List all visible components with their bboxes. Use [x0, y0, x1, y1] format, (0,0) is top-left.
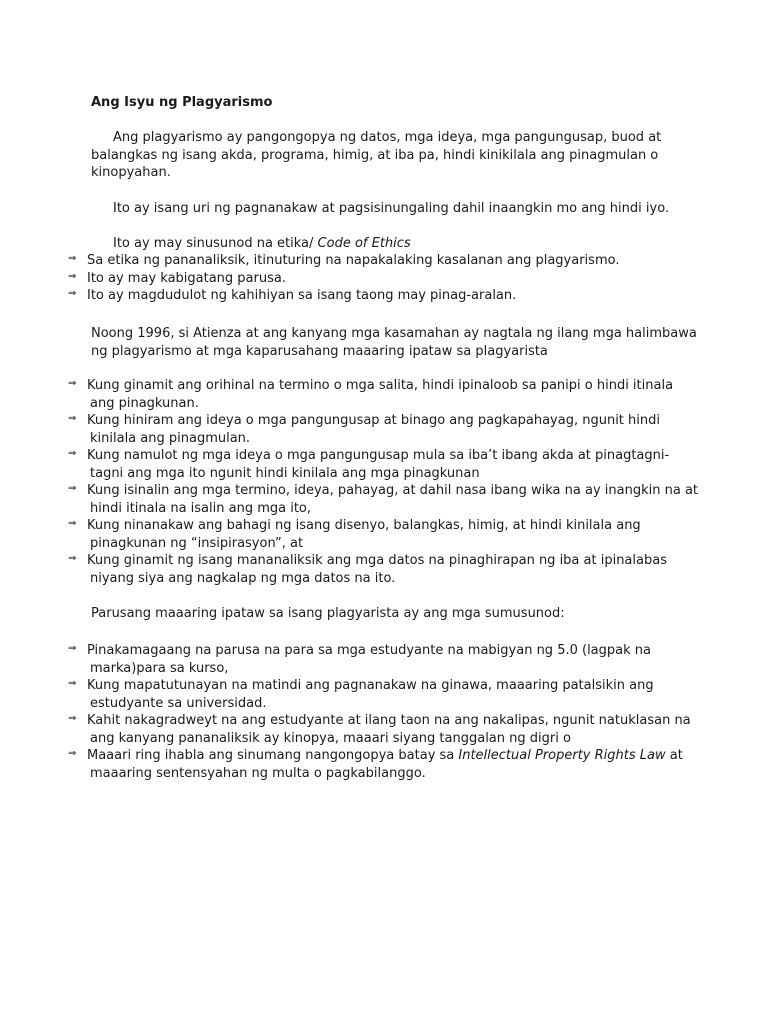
intro-paragraph [91, 129, 691, 182]
atienza-paragraph [91, 325, 697, 360]
last-penalty-post: at [665, 748, 683, 763]
arrow-bullet-icon: ⇒ [68, 643, 77, 654]
list-item [68, 642, 688, 677]
list-item-text: maaaring sentensyahan ng multa o pagkabilanggo. [90, 765, 426, 781]
list-item-text: estudyante sa universidad. [90, 695, 267, 711]
list-item [68, 677, 688, 712]
list-item [68, 712, 691, 747]
list-item-text: kinilala ang pinagmulan. [90, 430, 251, 446]
list-item-text: tagni ang mga ito ngunit hindi kinilala ang mga pinagkunan [90, 465, 480, 481]
examples-list [68, 377, 699, 587]
atienza-line: ng plagyarismo at mga kaparusahang maaaring ipataw sa plagyarista [91, 343, 548, 359]
list-item-text: pinagkunan ng “insipirasyon”, at [90, 535, 304, 551]
arrow-bullet-icon: ⇒ [68, 713, 77, 724]
list-item-text: Ito ay magdudulot ng kahihiyan sa isang taong may pinag-aralan. [87, 288, 517, 303]
arrow-bullet-icon: ⇒ [68, 253, 77, 264]
theft-paragraph [91, 200, 691, 218]
arrow-bullet-icon: ⇒ [68, 413, 77, 424]
ethics-intro-line [91, 235, 691, 253]
ethics-list [68, 252, 688, 305]
code-of-ethics-text: Code of Ethics [317, 236, 411, 251]
arrow-bullet-icon: ⇒ [68, 553, 77, 564]
list-item [68, 287, 688, 305]
list-item-text: Kung ginamit ng isang mananaliksik ang mga datos na pinaghirapan ng iba at ipinalabas [87, 553, 667, 568]
list-item-text: Kahit nakagradweyt na ang estudyante at ilang taon na ang nakalipas, ngunit natuklasan na [87, 713, 691, 728]
list-item [68, 252, 688, 270]
document-title: Ang Isyu ng Plagyarismo [91, 95, 273, 110]
arrow-bullet-icon: ⇒ [68, 270, 77, 282]
intro-line: Ang plagyarismo ay pangongopya ng datos, mga ideya, mga pangungusap, buod at [113, 130, 662, 145]
penalty-intro [91, 605, 691, 623]
list-item [68, 270, 688, 288]
arrow-bullet-icon: ⇒ [68, 378, 77, 389]
list-item-text: Kung namulot ng mga ideya o mga pangungusap mula sa iba’t ibang akda at pinagtagni- [87, 448, 670, 463]
arrow-bullet-icon: ⇒ [68, 448, 77, 459]
list-item [68, 747, 688, 782]
list-item [68, 552, 688, 587]
list-item-text: Kung ginamit ang orihinal na termino o mga salita, hindi ipinaloob sa panipi o hindi itinala [87, 378, 674, 393]
arrow-bullet-icon: ⇒ [68, 678, 77, 689]
list-item-text: Kung isinalin ang mga termino, ideya, pahayag, at dahil nasa ibang wika na ay inangkin na at [87, 483, 699, 498]
arrow-bullet-icon: ⇒ [68, 518, 77, 529]
arrow-bullet-icon: ⇒ [68, 748, 77, 759]
ethics-intro [91, 235, 691, 253]
list-item-text: Ito ay may kabigatang parusa. [87, 270, 286, 286]
list-item-text: hindi itinala na isalin ang mga ito, [90, 500, 312, 516]
list-item [68, 517, 688, 552]
list-item-text: Kung ninanakaw ang bahagi ng isang disenyo, balangkas, himig, at hindi kinilala ang [87, 518, 641, 533]
list-item-text: niyang siya ang nagkalap ng mga datos na ito. [90, 570, 396, 586]
list-item-text [87, 747, 688, 765]
list-item [68, 377, 688, 412]
list-item-text: Kung hiniram ang ideya o mga pangungusap at binago ang pagkapahayag, ngunit hindi [87, 413, 660, 428]
penalty-intro-line: Parusang maaaring ipataw sa isang plagyarista ay ang mga sumusunod: [91, 606, 565, 621]
list-item-text: Sa etika ng pananaliksik, itinuturing na napakalaking kasalanan ang plagyarismo. [87, 253, 620, 268]
list-item [68, 412, 688, 447]
last-penalty-pre: Maaari ring ihabla ang sinumang nangongopya batay sa [87, 748, 459, 763]
atienza-line: Noong 1996, si Atienza at ang kanyang mga kasamahan ay nagtala ng ilang mga halimbawa [91, 326, 697, 341]
arrow-bullet-icon: ⇒ [68, 483, 77, 494]
list-item [68, 447, 688, 482]
penalties-list [68, 642, 691, 782]
list-item-text: Pinakamagaang na parusa na para sa mga estudyante na mabigyan ng 5.0 (lagpak na [87, 643, 651, 658]
ethics-intro-text: Ito ay may sinusunod na etika/ [113, 236, 318, 251]
list-item-text: marka)para sa kurso, [90, 660, 229, 676]
arrow-bullet-icon: ⇒ [68, 288, 77, 299]
intro-line: kinopyahan. [91, 165, 171, 180]
theft-line: Ito ay isang uri ng pagnanakaw at pagsisinungaling dahil inaangkin mo ang hindi iyo. [113, 201, 670, 216]
intro-line: balangkas ng isang akda, programa, himig, at iba pa, hindi kinikilala ang pinagmulan o [91, 147, 659, 163]
list-item [68, 482, 699, 517]
list-item-text: Kung mapatutunayan na matindi ang pagnanakaw na ginawa, maaaring patalsikin ang [87, 678, 654, 693]
list-item-text: ang kanyang pananaliksik ay kinopya, maaari siyang tanggalan ng digri o [90, 730, 571, 746]
ip-rights-law-text: Intellectual Property Rights Law [458, 748, 666, 763]
list-item-text: ang pinagkunan. [90, 395, 199, 411]
